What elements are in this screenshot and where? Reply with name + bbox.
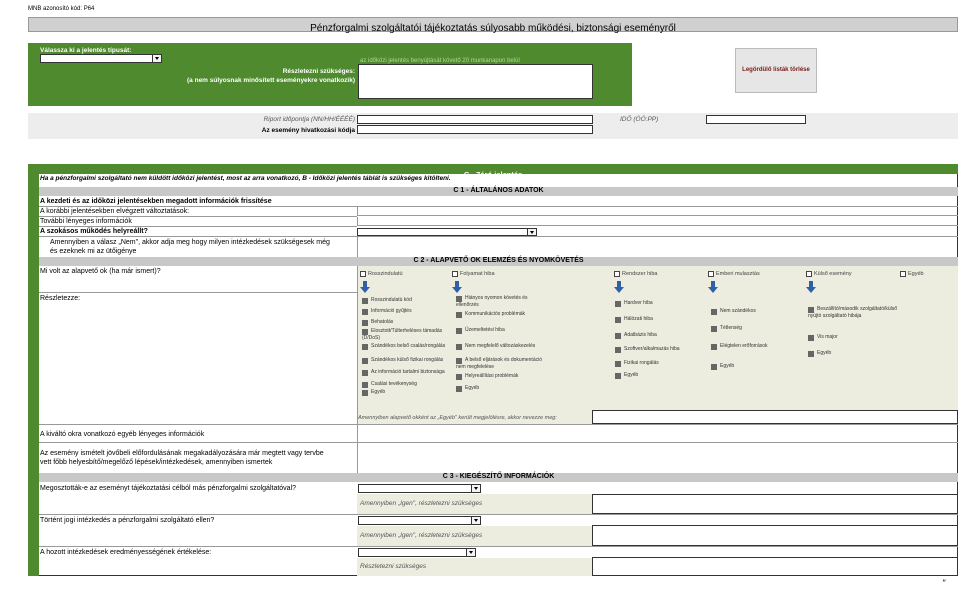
detail-item[interactable]: Helyreállítási problémák [456, 373, 548, 385]
checkbox-icon [711, 344, 717, 350]
delete-lists-button[interactable] [735, 48, 817, 93]
checkbox-icon [900, 271, 906, 277]
detail-item[interactable]: Szándékos külső fizikai rongálás [362, 357, 454, 369]
detail-item[interactable]: Behatolás [362, 319, 454, 328]
footer-mark: " [942, 578, 946, 588]
prevent-input[interactable] [357, 443, 958, 473]
normal-sub-1: Amennyiben a válasz „Nem", akkor adja meg hogy milyen intézkedések szükségesek még [50, 239, 330, 246]
c1-row-changes: A korábbi jelentésekben elvégzett változtatások: [40, 208, 190, 215]
detail-item[interactable]: Vis major [808, 334, 898, 350]
details-sub: (a nem súlyosnak minősített eseményekre vonatkozik) [187, 77, 355, 84]
checkbox-icon [808, 335, 814, 341]
details-label-c2: Részletezze: [40, 295, 81, 302]
detail-item[interactable]: Fizikai rongálás [615, 360, 705, 372]
detail-item[interactable]: Az információ tartalmi biztonsága [362, 369, 454, 381]
chevron-down-icon [471, 485, 480, 492]
prevent-label-2: vett főbb helyesbítő/megelőző lépések/intézkedések, amennyiben ismertek [40, 459, 273, 466]
cause-folyamat[interactable] [452, 270, 495, 279]
c3-title-bar [39, 473, 958, 482]
left-stripe [28, 174, 39, 576]
q3-dropdown[interactable] [358, 548, 476, 557]
c1-row-changes-input[interactable] [357, 207, 958, 216]
q3-hint: Részletezni szükséges [360, 563, 427, 570]
detail-item[interactable]: Egyéb [456, 385, 548, 394]
mnb-code: MNB azonosító kód: P64 [28, 6, 95, 12]
checkbox-icon [615, 333, 621, 339]
q1-line [39, 514, 958, 515]
col3-list [615, 300, 705, 381]
checkbox-icon [456, 386, 462, 392]
checkbox-icon [456, 374, 462, 380]
delete-lists-label: Legördülő listák törlése [742, 67, 810, 73]
detail-item[interactable]: Üzemeltetési hiba [456, 327, 548, 343]
q1-details-input[interactable] [592, 494, 958, 514]
checkbox-icon [711, 326, 717, 332]
main-title: Pénzforgalmi szolgáltatói tájékoztatás súlyosabb működési, biztonsági eseményről [310, 23, 676, 34]
other-info-label: A kiváltó okra vonatkozó egyéb lényeges információk [40, 431, 205, 438]
checkbox-icon [362, 382, 368, 388]
checkbox-icon [711, 364, 717, 370]
cause-label: Egyéb [908, 271, 924, 277]
report-time-input[interactable] [706, 115, 806, 124]
checkbox-icon [456, 344, 462, 350]
event-ref-label: Az esemény hivatkozási kódja [261, 127, 355, 134]
normal-operation-question: A szokásos működés helyreállt? [40, 228, 148, 235]
arrow-down-icon [708, 281, 718, 293]
detail-item[interactable]: Tétlenség [711, 325, 801, 343]
details-row-line [39, 292, 357, 293]
col1-list [362, 297, 454, 397]
cause-label: Külső esemény [814, 271, 852, 277]
q2-dropdown[interactable] [358, 516, 481, 525]
cause-label: Folyamat hiba [460, 271, 495, 277]
detail-item[interactable]: Hiányos nyomon követés és ellenőrzés [456, 295, 528, 308]
checkbox-icon [362, 370, 368, 376]
c3-title: C 3 - KIEGÉSZÍTŐ INFORMÁCIÓK [442, 473, 555, 480]
cause-label: Emberi mulasztás [716, 271, 760, 277]
normal-sub-input[interactable] [357, 237, 958, 257]
checkbox-icon [615, 361, 621, 367]
arrow-down-icon [360, 281, 370, 293]
checkbox-icon [456, 328, 462, 334]
detail-item[interactable]: Egyéb [808, 350, 898, 359]
col4-list [711, 308, 801, 372]
col5-list [808, 306, 898, 359]
report-time-label: IDŐ (ÓÓ:PP) [620, 116, 659, 123]
detail-item[interactable]: Beszállító/második szolgáltató/külső nyújtó szolgáltató hibája [808, 306, 898, 319]
report-date-input[interactable] [357, 115, 593, 124]
col2-list [456, 295, 548, 394]
q2-hint: Amennyiben „Igen", részletezni szükséges [360, 532, 483, 539]
checkbox-icon [362, 320, 368, 326]
c1-row-info-input[interactable] [357, 217, 958, 226]
arrow-down-icon [614, 281, 624, 293]
checkbox-icon [362, 298, 368, 304]
checkbox-icon [615, 347, 621, 353]
q2-line [39, 546, 958, 547]
report-type-label: Válassza ki a jelentés típusát: [40, 47, 132, 54]
section-c-title: C - Záró jelentés [463, 170, 523, 179]
cause-label: Rosszindulatú [368, 271, 403, 277]
normal-sub-2: és ezeknek mi az ütőigénye [50, 248, 137, 255]
chevron-down-icon [471, 517, 480, 524]
report-date-label: Riport időpontja (NN/HH/ÉÉÉÉ) [263, 116, 355, 123]
c1-title: C 1 - ÁLTALÁNOS ADATOK [453, 187, 544, 194]
q2-details-input[interactable] [592, 525, 958, 546]
detail-item[interactable]: Egyéb [615, 372, 705, 381]
cause-rendszer[interactable] [614, 270, 657, 279]
checkbox-icon [452, 271, 458, 277]
detail-item[interactable]: Csalási tevékenység [362, 381, 454, 389]
checkbox-icon [615, 301, 621, 307]
checkbox-icon [808, 351, 814, 357]
chevron-down-icon [527, 229, 536, 235]
detail-item[interactable]: Nem szándékos [711, 308, 801, 325]
arrow-down-icon [452, 281, 462, 293]
q1-dropdown[interactable] [358, 484, 481, 493]
other-cause-hint: Amennyiben alapvető okként az „Egyéb" került megjelölésre, akkor nevezze meg: [358, 415, 557, 421]
details-label: Részletezni szükséges: [282, 68, 355, 75]
checkbox-icon [806, 271, 812, 277]
detail-item[interactable]: Egyéb [711, 363, 801, 372]
chevron-down-icon [152, 55, 161, 62]
detail-item[interactable]: Elosztott/Túlterheléses támadás (D/DoS) [362, 328, 443, 341]
checkbox-icon [708, 271, 714, 277]
other-cause-input[interactable] [592, 410, 958, 424]
arrow-down-icon [806, 281, 816, 293]
c1-row-info: További lényeges információk [40, 218, 132, 225]
q3-details-input[interactable] [592, 557, 958, 576]
checkbox-icon [362, 390, 368, 396]
cause-egyeb[interactable] [900, 270, 924, 279]
root-cause-question: Mi volt az alapvető ok (ha már ismert)? [40, 268, 161, 275]
report-type-dropdown[interactable] [40, 54, 162, 63]
detail-item[interactable]: A belső eljárások és dokumentáció nem megfelelése [456, 357, 542, 370]
detail-item[interactable]: Szándékos belső csalás/rongálás [362, 343, 454, 357]
detail-item[interactable]: Egyéb [362, 389, 454, 397]
chevron-down-icon [466, 549, 475, 556]
q2-label: Történt jogi intézkedés a pénzforgalmi szolgáltató ellen? [40, 517, 215, 524]
detail-item[interactable]: Adatbázis hiba [615, 332, 705, 346]
c1-head: A kezdeti és az időközi jelentésekben megadott információk frissítése [40, 198, 272, 205]
details-hint: az időközi jelentés benyújtását követő 20 munkanapon belül [360, 58, 520, 64]
cause-kulso[interactable] [806, 270, 852, 279]
event-ref-input[interactable] [357, 125, 593, 134]
checkbox-icon [614, 271, 620, 277]
prevent-label-1: Az esemény ismételt jövőbeli előfordulásának megakadályozására már megtett vagy tervbe [40, 450, 324, 457]
section-c-note: Ha a pénzforgalmi szolgáltató nem küldött időközi jelentést, most az arra vonatkozó, B - Időközi jelentés táblát is szükséges kitölteni. [40, 175, 451, 182]
q3-label: A hozott intézkedések eredményességének értékelése: [40, 549, 212, 556]
checkbox-icon [362, 358, 368, 364]
cause-label: Rendszer hiba [622, 271, 658, 277]
checkbox-icon [456, 312, 462, 318]
checkbox-icon [711, 309, 717, 315]
detail-item[interactable]: Elégtelen erőforrások [711, 343, 801, 363]
cause-emberi[interactable] [708, 270, 760, 279]
q1-hint: Amennyiben „Igen", részletezni szükséges [360, 500, 483, 507]
checkbox-icon [362, 309, 368, 315]
details-textarea[interactable] [358, 64, 593, 99]
q1-label: Megosztották-e az eseményt tájékoztatási célból más pénzforgalmi szolgáltatóval? [40, 485, 297, 492]
main-title-bar [28, 17, 958, 32]
checkbox-icon [360, 271, 366, 277]
c1-title-bar [39, 187, 958, 196]
c2-title-bar [39, 257, 958, 266]
normal-operation-dropdown[interactable] [357, 228, 537, 236]
detail-item[interactable]: Nem megfelelő változáskezelés [456, 343, 548, 357]
detail-item[interactable]: Hálózati hiba [615, 316, 705, 332]
checkbox-icon [362, 344, 368, 350]
detail-item[interactable]: Szoftver/alkalmazás hiba [615, 346, 705, 360]
detail-item[interactable]: Információ gyűjtés [362, 308, 454, 319]
checkbox-icon [615, 317, 621, 323]
detail-item[interactable]: Hardver hiba [615, 300, 705, 316]
other-info-input[interactable] [357, 425, 958, 442]
detail-item[interactable]: Kommunikációs problémák [456, 311, 548, 327]
cause-rosszindulatu[interactable] [360, 270, 403, 279]
c2-title: C 2 - ALAPVETŐ OK ELEMZÉS ÉS NYOMKÖVETÉS [413, 257, 584, 264]
checkbox-icon [615, 373, 621, 379]
detail-item[interactable]: Rosszindulatú kód [362, 297, 454, 308]
